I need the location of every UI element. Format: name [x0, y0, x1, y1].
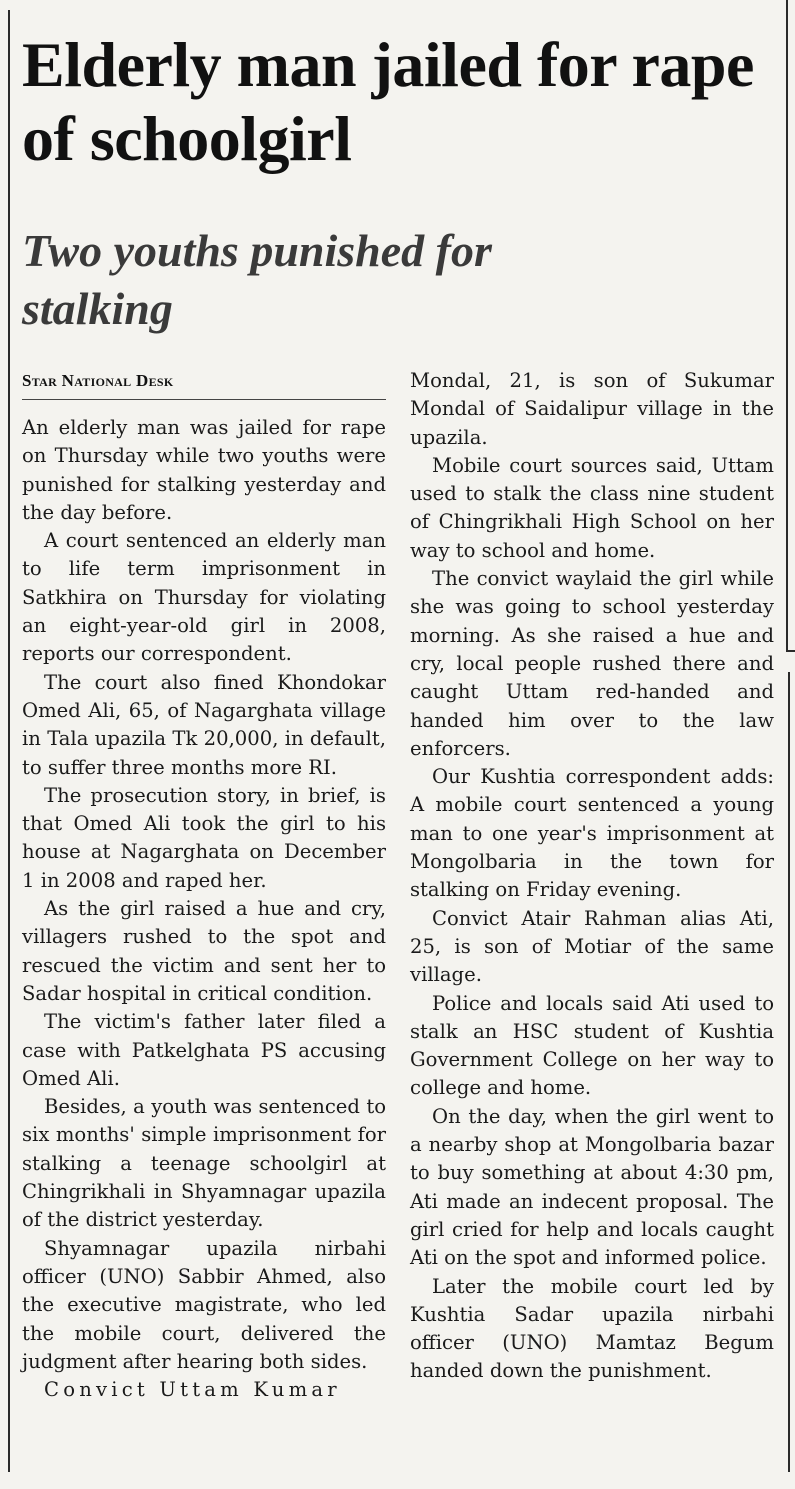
paragraph: Later the mobile court led by Kushtia Sadar upazila nirbahi officer (UNO) Mamtaz Begum handed down the punishment. — [410, 1274, 774, 1383]
paragraph-continued: Convict Uttam Kumar — [44, 1378, 341, 1402]
left-column-rule — [8, 10, 10, 1472]
paragraph: On the day, when the girl went to a nearby shop at Mongolbaria bazar to buy something at about 4:30 pm, Ati made an indecent proposal. The girl cried for help and locals caught Ati on the spot and informed police. — [410, 1104, 774, 1270]
paragraph: Mobile court sources said, Uttam used to stalk the class nine student of Chingrikhali High School on her way to school and home. — [410, 453, 774, 562]
paragraph: The convict waylaid the girl while she was going to school yesterday morning. As she raised a hue and cry, local people rushed there and caught Uttam red-handed and handed him over to the law enforcers. — [410, 567, 774, 760]
paragraph: Police and locals said Ati used to stalk an HSC student of Kushtia Government College on her way to college and home. — [410, 991, 774, 1100]
headline: Elderly man jailed for rape of schoolgirl — [22, 29, 754, 174]
paragraph: As the girl raised a hue and cry, villagers rushed to the spot and rescued the victim and sent her to Sadar hospital in critical condition. — [22, 897, 386, 1005]
paragraph: Our Kushtia correspondent adds: A mobile court sentenced a young man to one year's imprisonment at Mongolbaria in the town for stalking on Friday evening. — [410, 765, 774, 902]
paragraph: The court also fined Khondokar Omed Ali, 65, of Nagarghata village in Tala upazila Tk 20,000, in default, to suffer three months more RI. — [22, 670, 386, 779]
right-column-rule-lower — [788, 672, 790, 1472]
right-column-rule — [786, 0, 788, 652]
paragraph-continuation: Mondal, 21, is son of Sukumar Mondal of Saidalipur village in the upazila. — [410, 369, 774, 449]
paragraph: Convict Atair Rahman alias Ati, 25, is son of Motiar of the same village. — [410, 906, 774, 987]
paragraph: An elderly man was jailed for rape on Thursday while two youths were punished for stalking yesterday and the day before. — [22, 416, 386, 524]
byline: Star National Desk — [22, 371, 174, 390]
paragraph: The victim's father later filed a case with Patkelghata PS accusing Omed Ali. — [22, 1010, 386, 1090]
subheadline: Two youths punished for stalking — [22, 225, 492, 334]
paragraph: Shyamnagar upazila nirbahi officer (UNO) Sabbir Ahmed, also the executive magistrate, who led the mobile court, delivered the judgment after hearing both sides. — [22, 1236, 386, 1373]
paragraph: A court sentenced an elderly man to life term imprisonment in Satkhira on Thursday for violating an eight-year-old girl in 2008, reports our correspondent. — [22, 529, 386, 666]
right-rule-tick — [786, 650, 795, 652]
byline-divider — [22, 399, 386, 400]
paragraph: Besides, a youth was sentenced to six months' simple imprisonment for stalking a teenage schoolgirl at Chingrikhali in Shyamnagar upazila of the district yesterday. — [22, 1095, 386, 1232]
paragraph: The prosecution story, in brief, is that Omed Ali took the girl to his house at Nagarghata on December 1 in 2008 and raped her. — [22, 783, 386, 892]
article-column-1 — [22, 414, 386, 1404]
article-column-2 — [410, 367, 774, 1386]
